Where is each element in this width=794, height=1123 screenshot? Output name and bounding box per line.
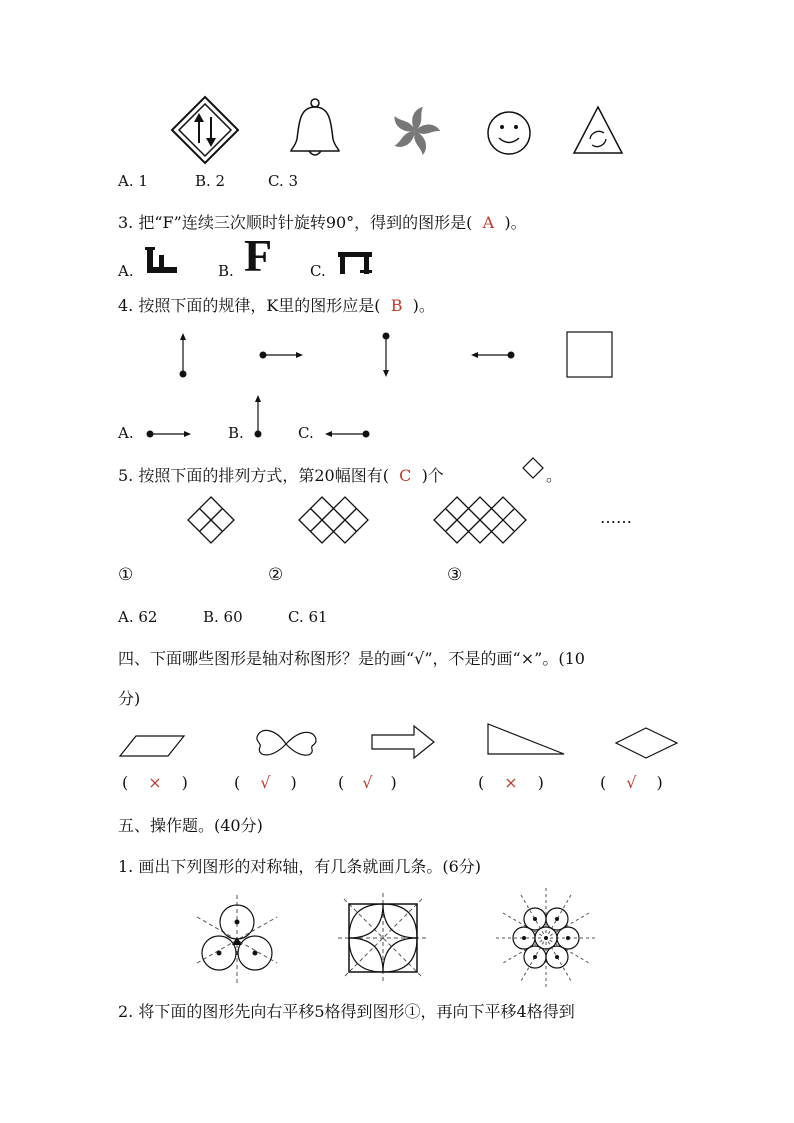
q5-option-c: C. 61 [288,608,328,626]
q4-option-b-figure [252,394,264,440]
diamond-grid-figure-2 [298,496,370,546]
q4-option-b-label: B. [228,424,244,442]
rhombus-shape [614,726,680,760]
q2-figure-row [160,95,630,165]
q2-option-c: C. 3 [268,172,299,190]
section4-title-line1: 四、下面哪些图形是轴对称图形？是的画“√”，不是的画“×”。(10 [118,649,585,668]
q4-pattern-row [160,330,680,390]
square-petals-figure [338,893,428,983]
recycle-triangle-icon [570,95,630,165]
q5-ellipsis: …… [600,508,632,527]
q4-option-c-label: C. [298,424,314,442]
q2-option-a: A. 1 [118,172,148,190]
q5-label-1: ① [118,565,134,585]
seven-circles-figure [496,888,596,988]
q5-option-b: B. 60 [203,608,243,626]
q4-option-c-figure [322,428,372,440]
q3-question: 3. 把“F”连续三次顺时针旋转90°，得到的图形是( A )。 [118,213,527,232]
q5-question-end: 。 [546,466,563,485]
arrow-shape [370,724,436,760]
q3-option-a-label: A. [118,262,134,280]
q5-label-2: ② [268,565,284,585]
symmetry-answer-1: ( × ) [122,773,188,792]
section5-q2: 2. 将下面的图形先向右平移5格得到图形①，再向下平移4格得到 [118,1002,575,1021]
q2-option-b: B. 2 [195,172,226,190]
symmetry-answer-5: ( √ ) [600,773,663,792]
q3-option-c-label: C. [310,262,326,280]
section5-q1: 1. 画出下列图形的对称轴，有几条就画几条。(6分) [118,857,482,876]
three-circles-figure [192,895,282,985]
symmetry-answer-2: ( √ ) [234,773,297,792]
q5-option-a: A. 62 [118,608,158,626]
diamond-arrows-icon [170,95,240,165]
diamond-grid-figure-3 [433,496,528,546]
rotated-f-option-a [145,243,185,277]
bow-tie-shape [252,727,322,761]
symmetry-answer-4: ( × ) [478,773,544,792]
right-triangle-shape [486,722,568,758]
letter-f-option-b: F [244,230,273,281]
diamond-grid-figure-1 [187,496,237,546]
bauhinia-flower-icon [385,95,445,165]
section4-title-line2: 分) [118,689,141,708]
q4-option-a-figure [146,428,196,440]
q4-option-a-label: A. [118,424,134,442]
q3-option-b-label: B. [218,262,234,280]
symmetry-answer-3: ( √ ) [338,773,397,792]
q5-answer: C [399,466,412,485]
parallelogram-shape [118,734,188,760]
smiley-face-icon [485,95,535,165]
small-diamond-icon [522,457,546,481]
q4-question: 4. 按照下面的规律，K里的图形应是( B )。 [118,296,435,315]
q5-question: 5. 按照下面的排列方式，第20幅图有( C )个 [118,466,444,485]
rotated-f-option-c [336,250,376,280]
section5-title: 五、操作题。(40分) [118,816,263,835]
q5-label-3: ③ [447,565,463,585]
q3-answer: A [482,213,495,232]
q4-answer: B [390,296,403,315]
bell-icon [285,95,345,165]
